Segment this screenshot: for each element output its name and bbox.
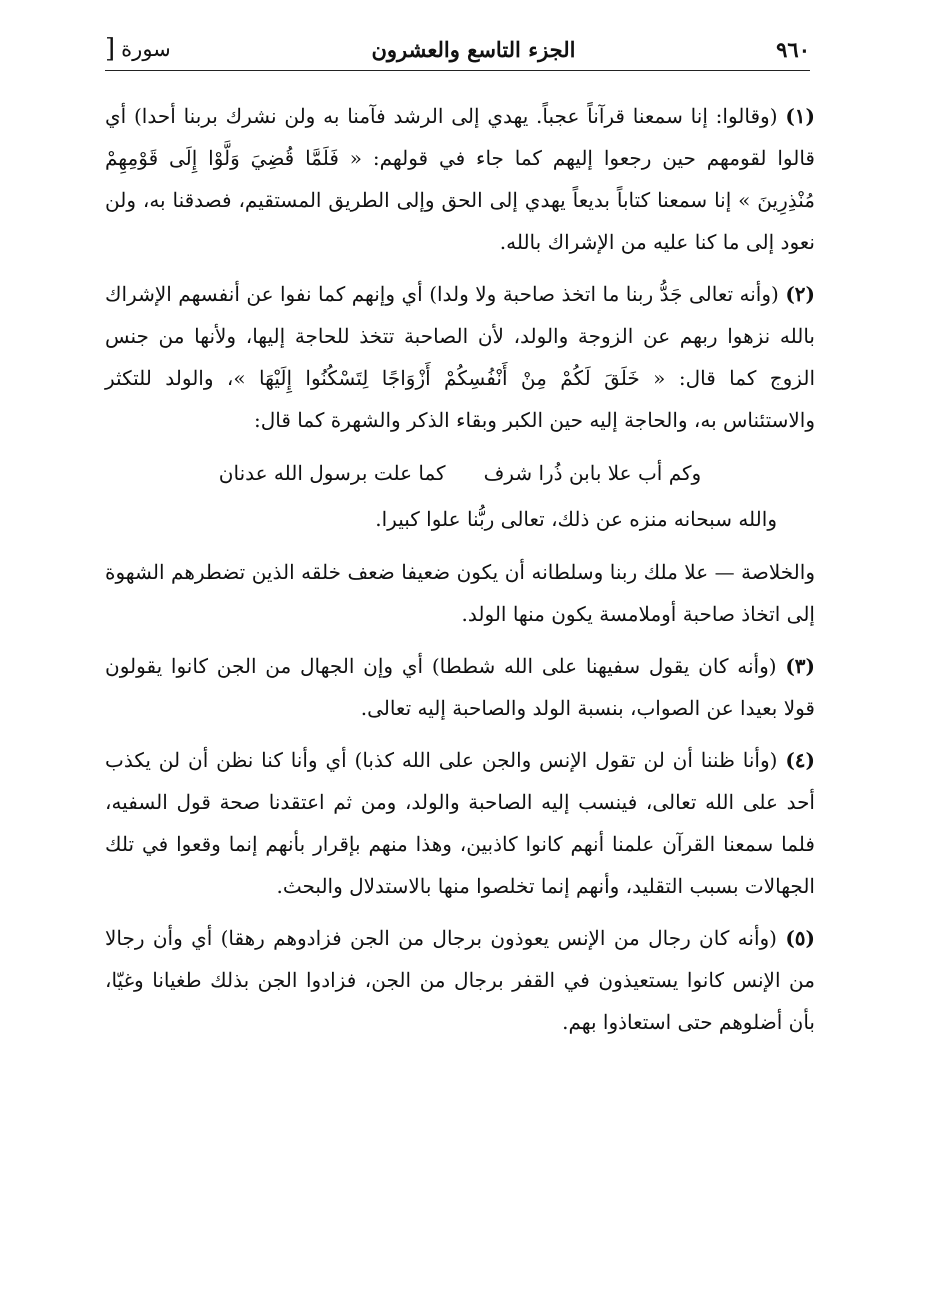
after-poem-line: والله سبحانه منزه عن ذلك، تعالى ربُّنا علوا كبيرا. xyxy=(375,507,777,531)
surah-label: سورة xyxy=(121,37,171,61)
verse-number: (٣) xyxy=(785,654,816,678)
paragraph-summary xyxy=(105,551,815,635)
page-number: ٩٦٠ xyxy=(776,36,810,62)
paragraph-text: (وقالوا: إنا سمعنا قرآناً عجباً. يهدي إلى الرشد فآمنا به ولن نشرك بربنا أحدا) أي قالوا لقومهم حين رجعوا إليهم كما جاء في قولهم: « فَلَمَّا قُضِيَ وَلَّوْا إِلَى قَوْمِهِمْ مُنْذِرِينَ » إنا سمعنا كتاباً بديعاً يهدي إلى الحق وإلى الطريق المستقيم، فصدقنا به، ولن نعود إلى ما كنا عليه من الإشراك بالله. xyxy=(105,104,815,254)
verse-number: (١) xyxy=(785,104,815,128)
page-body xyxy=(105,95,815,1053)
paragraph-text: (وأنا ظننا أن لن تقول الإنس والجن على الله كذبا) أي وأنا كنا نظن أن لن يكذب أحد على الله تعالى، فينسب إليه الصاحبة والولد، ومن ثم اعتقدنا صحة قول السفيه، فلما سمعنا القرآن علمنا أنهم كانوا كاذبين، وهذا منهم بإقرار بأنهم إنما وقعوا في تلك الجهالات بسبب التقليد، وأنهم إنما تخلصوا منها بالاستدلال والبحث. xyxy=(105,748,815,898)
part-title: الجزء التاسع والعشرون xyxy=(371,36,576,62)
header-bracket: [ xyxy=(105,34,116,64)
paragraph-5 xyxy=(105,917,815,1043)
paragraph-4 xyxy=(105,739,815,907)
poem-hemistich-2: كما علت برسول الله عدنان xyxy=(218,461,446,485)
page-header xyxy=(105,28,810,71)
paragraph-2 xyxy=(105,273,815,441)
verse-number: (٥) xyxy=(785,926,816,950)
verse-number: (٢) xyxy=(785,282,815,306)
paragraph-1 xyxy=(105,95,815,263)
paragraph-text: والخلاصة — علا ملك ربنا وسلطانه أن يكون ضعيفا ضعف خلقه الذين تضطرهم الشهوة إلى اتخاذ صاحبة أوملامسة يكون منها الولد. xyxy=(105,560,815,626)
paragraph-text: (وأنه تعالى جَدُّ ربنا ما اتخذ صاحبة ولا ولدا) أي وإنهم كما نفوا عن أنفسهم الإشراك بالله نزهوا ربهم عن الزوجة والولد، لأن الصاحبة تتخذ للحاجة إليها، ولأنها من جنس الزوج كما قال: « خَلَقَ لَكُمْ مِنْ أَنْفُسِكُمْ أَزْوَاجًا لِتَسْكُنُوا إِلَيْهَا »، والولد للتكثر والاستئناس به، والحاجة إليه حين الكبر وبقاء الذكر والشهرة كما قال: xyxy=(105,282,815,432)
poem-line xyxy=(105,453,815,493)
verse-number: (٤) xyxy=(785,748,815,772)
surah-label-group xyxy=(105,36,171,62)
paragraph-text: (وأنه كان رجال من الإنس يعوذون برجال من الجن فزادوهم رهقا) أي وأن رجالا من الإنس كانوا يستعيذون في القفر برجال من الجن، فزادوا الجن بذلك طغيانا وغيّا، بأن أضلوهم حتى استعاذوا بهم. xyxy=(105,926,815,1034)
poem-hemistich-1: وكم أب علا بابن ذُرا شرف xyxy=(483,461,702,485)
paragraph-3 xyxy=(105,645,815,729)
paragraph-text: (وأنه كان يقول سفيهنا على الله شططا) أي وإن الجهال من الجن كانوا يقولون قولا بعيدا عن الصواب، بنسبة الولد والصاحبة إليه تعالى. xyxy=(105,654,815,720)
